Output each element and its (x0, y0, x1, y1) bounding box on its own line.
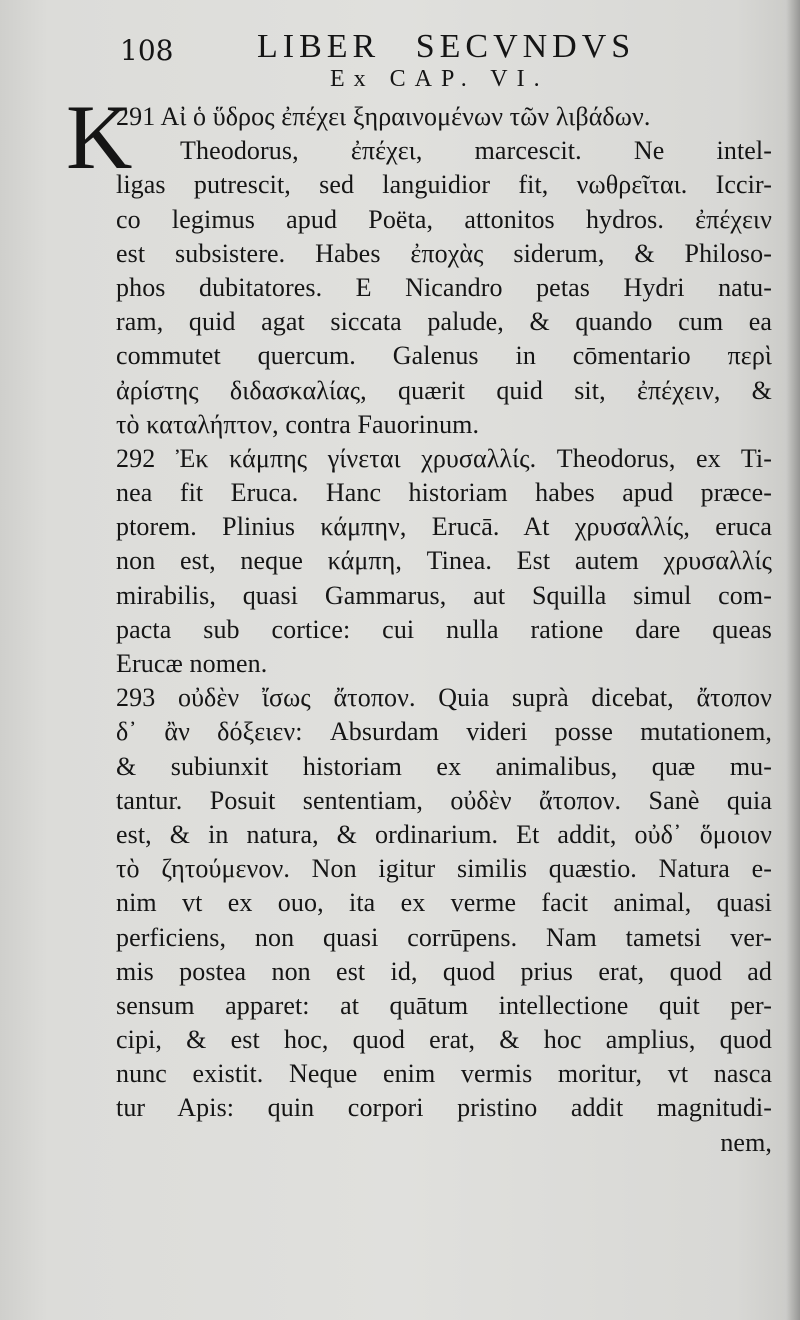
text-line: tantur. Posuit sententiam, οὐδὲν ἄτοπον. Sanè quia (116, 785, 772, 815)
text-line: non est, neque κάμπη, Tinea. Est autem χρυσαλλίς (116, 546, 772, 576)
text-line: nem, (720, 1127, 772, 1157)
page-header (112, 28, 652, 70)
text-line: ram, quid agat siccata palude, & quando cum ea (116, 307, 772, 337)
text-line: mirabilis, quasi Gammarus, aut Squilla simul com- (116, 580, 772, 610)
text-line: 293 οὐδὲν ἴσως ἄτοπον. Quia suprà dicebat, ἄτοπον (116, 683, 772, 713)
text-line: sensum apparet: at quātum intellectione quit per- (116, 990, 772, 1020)
text-line: ἀρίστης διδασκαλίας, quærit quid sit, ἐπέχειν, & (116, 375, 772, 405)
text-line: nunc existit. Neque enim vermis moritur, vt nasca (116, 1059, 772, 1089)
text-line: nea fit Eruca. Hanc historiam habes apud præce- (116, 478, 772, 508)
text-line: phos dubitatores. E Nicandro petas Hydri natu- (116, 272, 772, 302)
text-line: cipi, & est hoc, quod erat, & hoc amplius, quod (116, 1025, 772, 1055)
text-line: ptorem. Plinius κάμπην, Erucā. At χρυσαλλίς, eruca (116, 512, 772, 542)
section-heading: Ex CAP. VI. (330, 66, 549, 92)
drop-cap: K (66, 86, 133, 188)
text-line: & subiunxit historiam ex animalibus, quæ mu- (116, 751, 772, 781)
text-line: nim vt ex ouo, ita ex verme facit animal, quasi (116, 888, 772, 918)
text-line: est, & in natura, & ordinarium. Et addit, οὐδ᾽ ὅμοιον (116, 819, 772, 849)
text-line: Erucæ nomen. (116, 649, 268, 678)
text-line: δ᾽ ἂν δόξειεν: Absurdam videri posse mutationem, (116, 717, 772, 747)
text-line: τὸ καταλήπτον, contra Fauorinum. (116, 409, 480, 439)
text-line: perficiens, non quasi corrūpens. Nam tametsi ver- (116, 922, 772, 952)
text-line: mis postea non est id, quod prius erat, quod ad (116, 956, 772, 986)
text-line: tur Apis: quin corpori pristino addit magnitudi- (116, 1093, 772, 1123)
text-line: τὸ ζητούμενον. Non igitur similis quæstio. Natura e- (116, 854, 772, 884)
text-line: 291 Αἰ ὁ ὕδρος ἐπέχει ξηραινομένων τῶν λιβάδων. (116, 102, 651, 131)
text-line: co legimus apud Poëta, attonitos hydros. ἐπέχειν (116, 204, 772, 234)
text-line: ligas putrescit, sed languidior fit, νωθρεῖται. Iccir- (116, 170, 772, 200)
text-line: est subsistere. Habes ἐποχὰς siderum, & Philoso- (116, 238, 772, 268)
text-line: 292 Ἐκ κάμπης γίνεται χρυσαλλίς. Theodorus, ex Ti- (116, 443, 772, 473)
page-edge-shadow (786, 0, 800, 1320)
running-title: LIBER SECVNDVS (257, 28, 636, 65)
text-line: pacta sub cortice: cui nulla ratione dare queas (116, 614, 772, 644)
body-text (116, 100, 772, 1160)
text-line: Theodorus, ἐπέχει, marcescit. Ne intel- (180, 136, 772, 166)
text-line: commutet quercum. Galenus in cōmentario περὶ (116, 341, 772, 371)
page-number: 108 (120, 34, 174, 67)
